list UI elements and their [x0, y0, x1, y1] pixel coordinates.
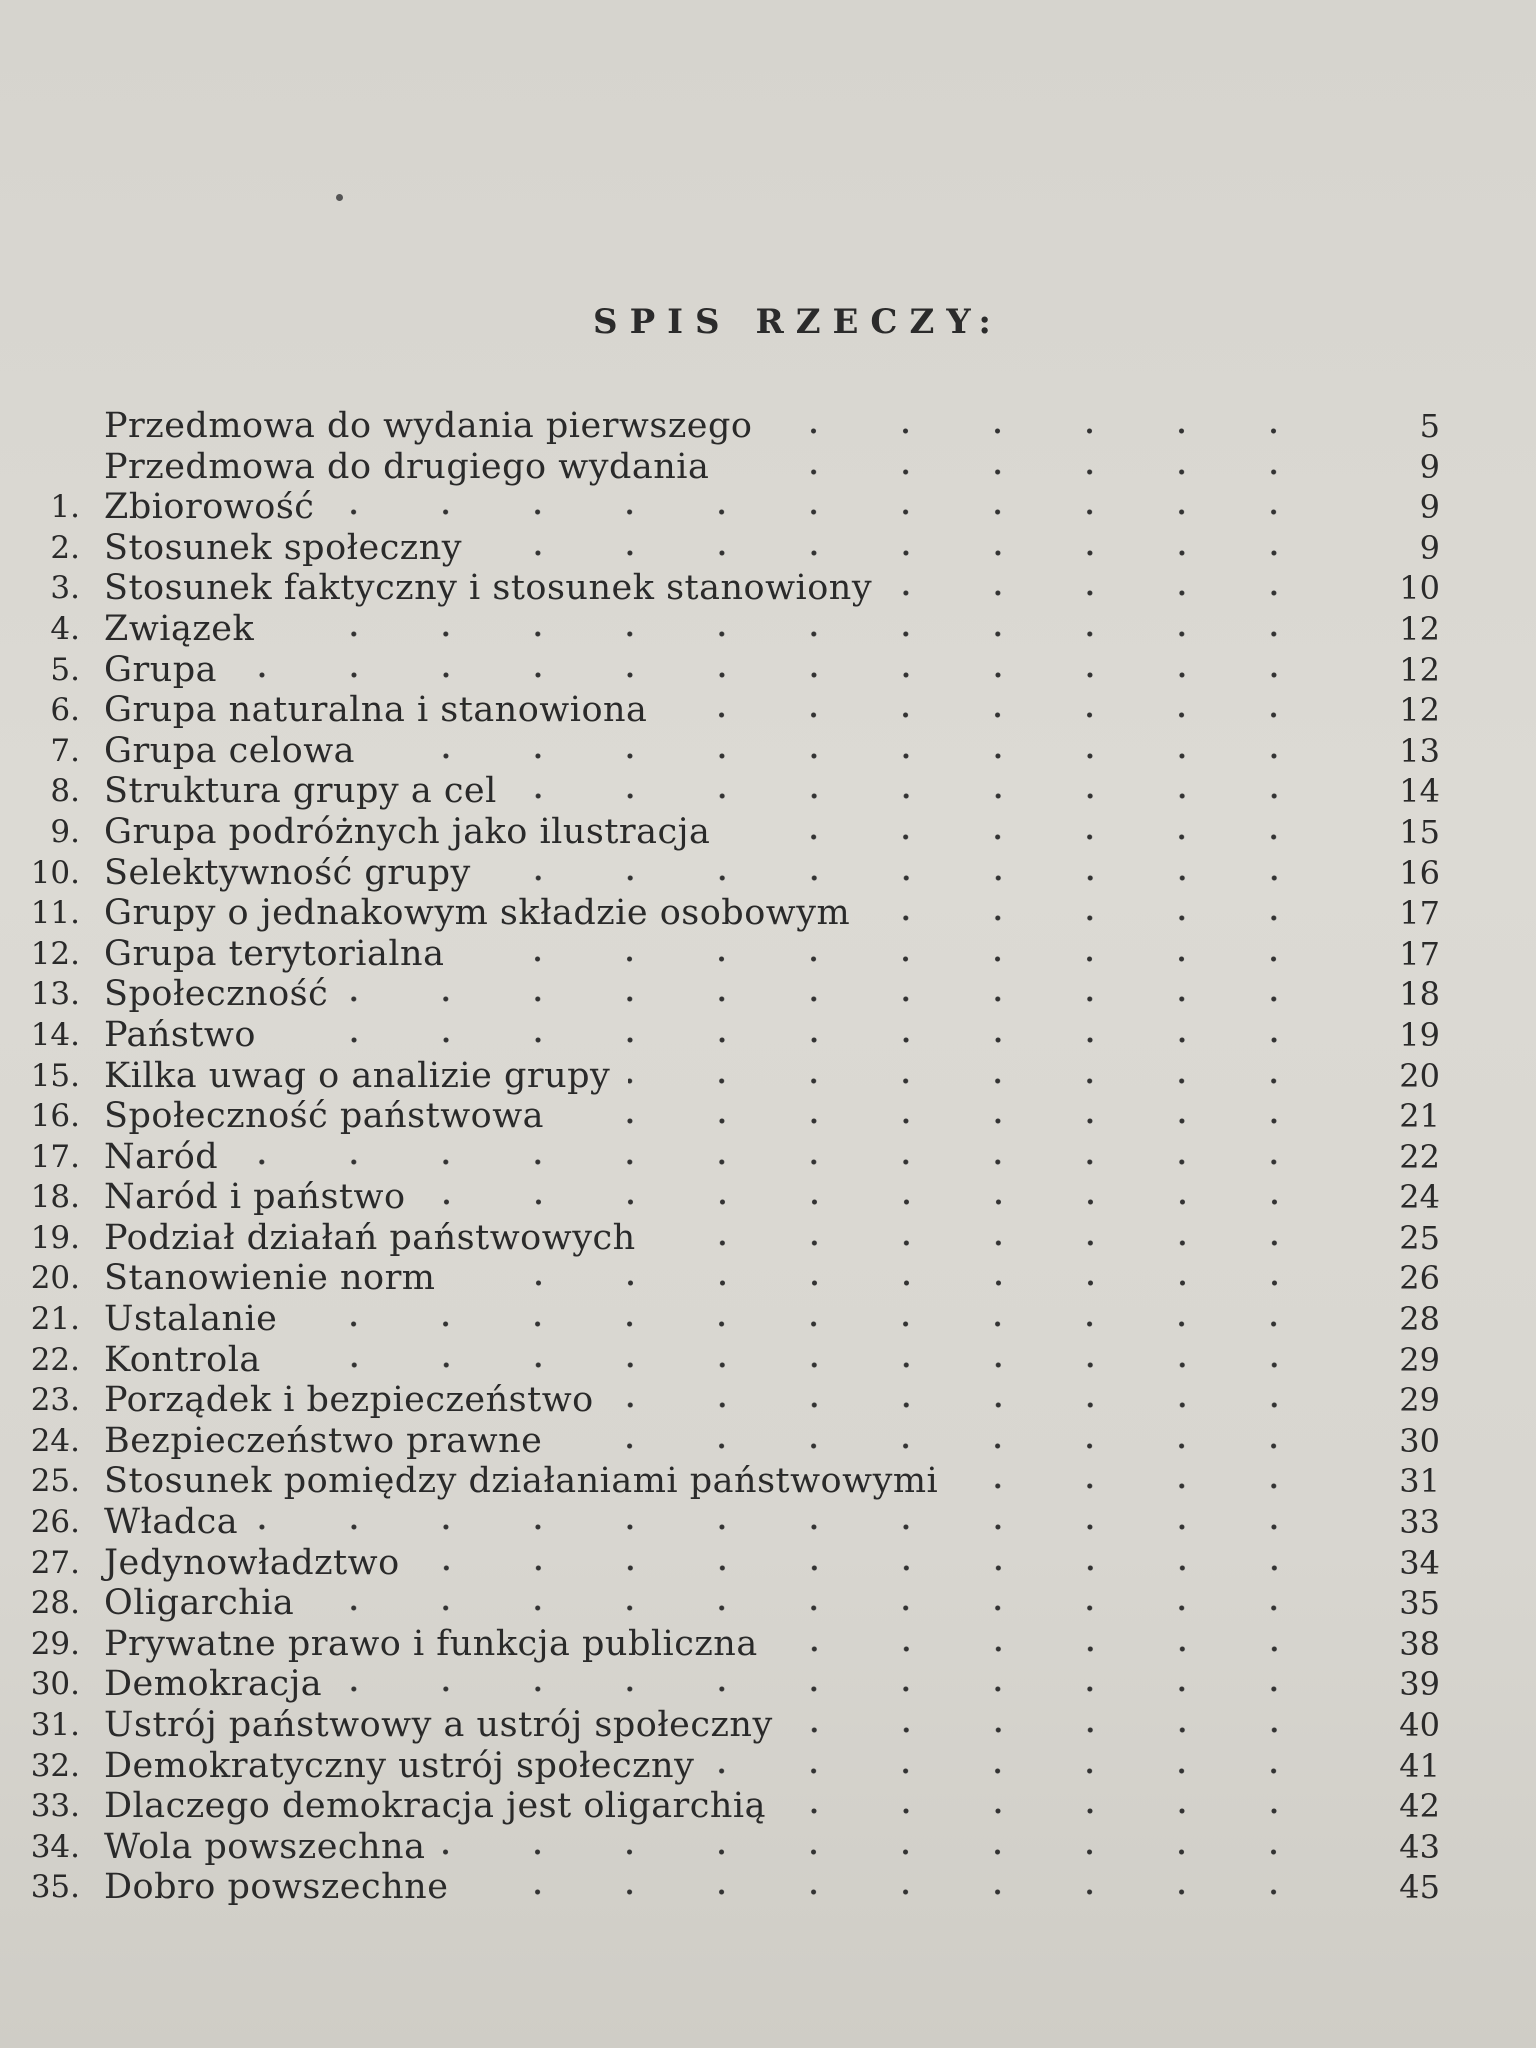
toc-entry — [20, 609, 1440, 650]
dot-leader — [776, 1624, 1320, 1664]
entry-page-number: 29 — [1399, 1340, 1440, 1379]
entry-title: Związek — [104, 608, 255, 649]
toc-entry — [20, 1299, 1440, 1340]
entry-title: Grupa — [104, 649, 218, 690]
dot-leader-line — [956, 1483, 1320, 1489]
entry-title: Stosunek społeczny — [104, 527, 463, 568]
entry-page-number: 26 — [1399, 1259, 1440, 1298]
dot-leader-line — [443, 1849, 1320, 1855]
entry-page-number: 12 — [1399, 650, 1440, 689]
dot-leader — [424, 1177, 1320, 1217]
dot-leader-line — [454, 1280, 1321, 1286]
toc-entry — [20, 731, 1440, 772]
dot-leader — [236, 1137, 1320, 1177]
dot-leader — [770, 406, 1320, 446]
entry-page-number: 21 — [1399, 1097, 1440, 1136]
entry-number: 30. — [30, 1666, 80, 1703]
entry-number: 7. — [50, 732, 80, 769]
entry-number: 34. — [30, 1828, 80, 1865]
dot-leader-line — [295, 1321, 1320, 1327]
entry-title: Podział działań państwowych — [104, 1217, 636, 1258]
entry-number: 6. — [50, 692, 80, 729]
dot-leader — [515, 771, 1320, 811]
entry-title: Grupa podróżnych jako ilustracja — [104, 811, 711, 852]
entry-title: Władca — [104, 1502, 239, 1543]
dot-leader-line — [665, 712, 1320, 718]
entry-number: 21. — [30, 1301, 80, 1338]
dot-leader-line — [346, 996, 1320, 1002]
toc-entry — [20, 1867, 1440, 1908]
dot-leader — [560, 1421, 1320, 1461]
toc-entry — [20, 1056, 1440, 1097]
dot-leader-line — [480, 550, 1320, 556]
entry-number: 35. — [30, 1869, 80, 1906]
toc-entry — [20, 1502, 1440, 1543]
entry-number: 33. — [30, 1788, 80, 1825]
dot-leader — [418, 1543, 1320, 1583]
entry-page-number: 19 — [1399, 1015, 1440, 1054]
entry-number: 19. — [30, 1219, 80, 1256]
dot-leader-line — [562, 1118, 1320, 1124]
page-title: SPIS RZECZY: — [593, 302, 1003, 342]
toc-entry — [20, 771, 1440, 812]
entry-number: 27. — [30, 1544, 80, 1581]
entry-number: 23. — [30, 1382, 80, 1419]
toc-entry — [20, 893, 1440, 934]
entry-page-number: 9 — [1419, 447, 1440, 486]
dot-leader-line — [279, 1362, 1320, 1368]
entry-page-number: 20 — [1399, 1056, 1440, 1095]
entry-number: 5. — [50, 651, 80, 688]
dot-leader-line — [791, 1727, 1320, 1733]
entry-page-number: 15 — [1399, 812, 1440, 851]
dot-leader — [784, 1786, 1320, 1826]
dot-leader-line — [890, 590, 1320, 596]
dot-leader-line — [770, 428, 1320, 434]
entry-title: Oligarchia — [104, 1583, 295, 1624]
entry-page-number: 31 — [1399, 1462, 1440, 1501]
toc-entry — [20, 1258, 1440, 1299]
entry-number: 8. — [50, 773, 80, 810]
toc-entry — [20, 1827, 1440, 1868]
entry-page-number: 34 — [1399, 1543, 1440, 1582]
entry-page-number: 10 — [1399, 569, 1440, 608]
entry-title: Demokratyczny ustrój społeczny — [104, 1745, 695, 1786]
entry-title: Porządek i bezpieczeństwo — [104, 1380, 594, 1421]
entry-title: Naród i państwo — [104, 1177, 406, 1218]
entry-title: Grupa terytorialna — [104, 933, 445, 974]
entry-number: 31. — [30, 1707, 80, 1743]
entry-page-number: 5 — [1419, 407, 1440, 445]
entry-title: Prywatne prawo i funkcja publiczna — [104, 1623, 758, 1664]
dot-leader-line — [728, 834, 1320, 840]
toc-entry — [20, 1746, 1440, 1787]
toc-entry — [20, 1543, 1440, 1584]
entry-number: 26. — [30, 1504, 80, 1541]
entry-number: 29. — [30, 1625, 80, 1662]
toc-entry — [20, 1786, 1440, 1827]
entry-page-number: 12 — [1399, 609, 1440, 648]
entry-page-number: 41 — [1399, 1746, 1440, 1785]
toc-entry — [20, 1664, 1440, 1705]
toc-entry — [20, 447, 1440, 488]
entry-number: 14. — [30, 1016, 80, 1053]
entry-number: 17. — [30, 1138, 80, 1175]
entry-title: Struktura grupy a cel — [104, 771, 497, 812]
entry-page-number: 17 — [1399, 894, 1440, 933]
dot-leader-line — [612, 1402, 1320, 1408]
entry-page-number: 30 — [1399, 1421, 1440, 1460]
dot-leader — [654, 1218, 1320, 1258]
dot-leader — [712, 1746, 1320, 1786]
entry-title: Selektywność grupy — [104, 852, 471, 893]
toc-entry — [20, 812, 1440, 853]
dot-leader — [256, 1502, 1320, 1542]
entry-title: Jedynowładztwo — [104, 1542, 400, 1583]
toc-entry — [20, 1015, 1440, 1056]
entry-title: Ustrój państwowy a ustrój społeczny — [104, 1705, 773, 1745]
entry-number: 9. — [50, 813, 80, 850]
dot-leader — [235, 650, 1320, 690]
dot-leader — [489, 853, 1320, 893]
toc-entry — [20, 1096, 1440, 1137]
dot-leader — [890, 568, 1320, 608]
toc-entry — [20, 1177, 1440, 1218]
entry-number: 24. — [30, 1422, 80, 1459]
entry-number: 13. — [30, 976, 80, 1013]
dot-leader-line — [462, 956, 1320, 962]
table-of-contents — [20, 406, 1440, 1908]
dot-leader — [443, 1827, 1320, 1867]
entry-page-number: 45 — [1399, 1868, 1440, 1907]
entry-number: 1. — [50, 489, 80, 526]
dot-leader — [332, 487, 1320, 527]
entry-page-number: 17 — [1399, 934, 1440, 973]
toc-entry — [20, 528, 1440, 569]
dot-leader-line — [784, 1808, 1320, 1814]
dot-leader-line — [466, 1889, 1320, 1895]
entry-number: 10. — [30, 854, 80, 891]
dot-leader-line — [868, 915, 1320, 921]
dot-leader-line — [274, 1037, 1320, 1043]
dot-leader — [373, 731, 1320, 771]
entry-title: Przedmowa do wydania pierwszego — [104, 406, 753, 446]
entry-number: 32. — [30, 1747, 80, 1784]
toc-entry — [20, 1461, 1440, 1502]
dot-leader-line — [236, 1159, 1320, 1165]
entry-title: Stanowienie norm — [104, 1258, 436, 1299]
entry-page-number: 18 — [1399, 975, 1440, 1014]
dot-leader-line — [628, 1078, 1320, 1084]
dot-leader — [274, 1015, 1320, 1055]
entry-title: Kilka uwag o analizie grupy — [104, 1055, 611, 1096]
entry-title: Dobro powszechne — [104, 1867, 449, 1908]
entry-number: 18. — [30, 1179, 80, 1216]
dot-leader-line — [424, 1199, 1320, 1205]
entry-page-number: 24 — [1399, 1178, 1440, 1217]
toc-entry — [20, 853, 1440, 894]
entry-title: Bezpieczeństwo prawne — [104, 1420, 543, 1461]
entry-title: Dlaczego demokracja jest oligarchią — [104, 1786, 766, 1827]
dot-leader-line — [272, 631, 1320, 637]
entry-page-number: 40 — [1399, 1706, 1440, 1744]
dot-leader — [279, 1340, 1320, 1380]
dot-leader — [454, 1258, 1321, 1298]
entry-page-number: 38 — [1399, 1624, 1440, 1663]
entry-page-number: 9 — [1419, 528, 1440, 567]
entry-page-number: 35 — [1399, 1584, 1440, 1623]
entry-number: 11. — [30, 895, 80, 932]
entry-page-number: 9 — [1419, 488, 1440, 527]
ink-speck — [336, 194, 343, 201]
dot-leader-line — [712, 1768, 1320, 1774]
entry-title: Grupy o jednakowym składzie osobowym — [104, 893, 851, 934]
toc-entry — [20, 1218, 1440, 1259]
entry-number: 28. — [30, 1585, 80, 1622]
toc-entry — [20, 934, 1440, 975]
dot-leader-line — [489, 875, 1320, 881]
toc-entry — [20, 690, 1440, 731]
toc-entry — [20, 1624, 1440, 1665]
entry-title: Naród — [104, 1136, 219, 1177]
entry-number: 12. — [30, 935, 80, 972]
entry-title: Społeczność — [104, 974, 329, 1015]
entry-title: Ustalanie — [104, 1299, 278, 1340]
entry-title: Przedmowa do drugiego wydania — [104, 446, 710, 487]
dot-leader — [868, 893, 1320, 933]
entry-number: 20. — [30, 1260, 80, 1297]
dot-leader — [727, 447, 1320, 487]
entry-title: Grupa naturalna i stanowiona — [104, 690, 648, 731]
entry-page-number: 33 — [1399, 1503, 1440, 1542]
dot-leader-line — [235, 672, 1320, 678]
toc-entry — [20, 1421, 1440, 1462]
dot-leader-line — [256, 1524, 1320, 1530]
entry-page-number: 25 — [1399, 1218, 1440, 1257]
dot-leader — [466, 1867, 1320, 1907]
toc-entry — [20, 487, 1440, 528]
dot-leader — [728, 812, 1320, 852]
dot-leader — [956, 1461, 1320, 1501]
dot-leader — [346, 974, 1320, 1014]
dot-leader-line — [515, 793, 1320, 799]
entry-page-number: 16 — [1399, 853, 1440, 892]
dot-leader — [612, 1380, 1320, 1420]
dot-leader-line — [373, 753, 1320, 759]
entry-page-number: 29 — [1399, 1381, 1440, 1420]
entry-title: Zbiorowość — [104, 487, 315, 528]
entry-title: Społeczność państwowa — [104, 1096, 545, 1137]
toc-entry — [20, 568, 1440, 609]
dot-leader — [480, 528, 1320, 568]
entry-page-number: 43 — [1399, 1827, 1440, 1866]
entry-page-number: 42 — [1399, 1787, 1440, 1826]
dot-leader — [312, 1583, 1320, 1623]
dot-leader — [462, 934, 1320, 974]
dot-leader-line — [340, 1686, 1320, 1692]
dot-leader — [295, 1299, 1320, 1339]
dot-leader — [340, 1664, 1320, 1704]
entry-title: Demokracja — [104, 1664, 323, 1705]
entry-title: Wola powszechna — [104, 1826, 426, 1867]
dot-leader — [665, 690, 1320, 730]
entry-page-number: 14 — [1399, 772, 1440, 811]
toc-entry — [20, 1137, 1440, 1178]
dot-leader — [562, 1096, 1320, 1136]
entry-title: Państwo — [104, 1014, 256, 1055]
entry-number: 22. — [30, 1341, 80, 1378]
dot-leader — [628, 1056, 1320, 1096]
toc-entry — [20, 1705, 1440, 1746]
dot-leader — [272, 609, 1320, 649]
entry-title: Stosunek pomiędzy działaniami państwowymi — [104, 1461, 939, 1502]
dot-leader-line — [560, 1443, 1320, 1449]
dot-leader-line — [312, 1605, 1320, 1611]
entry-title: Stosunek faktyczny i stosunek stanowiony — [104, 568, 873, 609]
entry-number: 15. — [30, 1057, 80, 1094]
dot-leader-line — [332, 509, 1320, 515]
entry-page-number: 22 — [1399, 1137, 1440, 1176]
entry-number: 4. — [50, 610, 80, 647]
toc-entry — [20, 1380, 1440, 1421]
entry-title: Grupa celowa — [104, 730, 356, 771]
toc-entry — [20, 1583, 1440, 1624]
dot-leader-line — [418, 1565, 1320, 1571]
dot-leader-line — [776, 1646, 1320, 1652]
dot-leader-line — [654, 1240, 1320, 1246]
entry-page-number: 39 — [1399, 1665, 1440, 1704]
entry-page-number: 28 — [1399, 1300, 1440, 1339]
entry-number: 16. — [30, 1098, 80, 1135]
entry-page-number: 13 — [1399, 731, 1440, 770]
entry-number: 2. — [50, 529, 80, 566]
entry-page-number: 12 — [1399, 691, 1440, 730]
entry-title: Kontrola — [104, 1339, 261, 1380]
dot-leader-line — [727, 469, 1320, 475]
toc-entry — [20, 406, 1440, 447]
toc-entry — [20, 650, 1440, 691]
dot-leader — [791, 1705, 1320, 1745]
entry-number: 3. — [50, 570, 80, 607]
toc-entry — [20, 1340, 1440, 1381]
entry-number: 25. — [30, 1463, 80, 1500]
toc-entry — [20, 974, 1440, 1015]
